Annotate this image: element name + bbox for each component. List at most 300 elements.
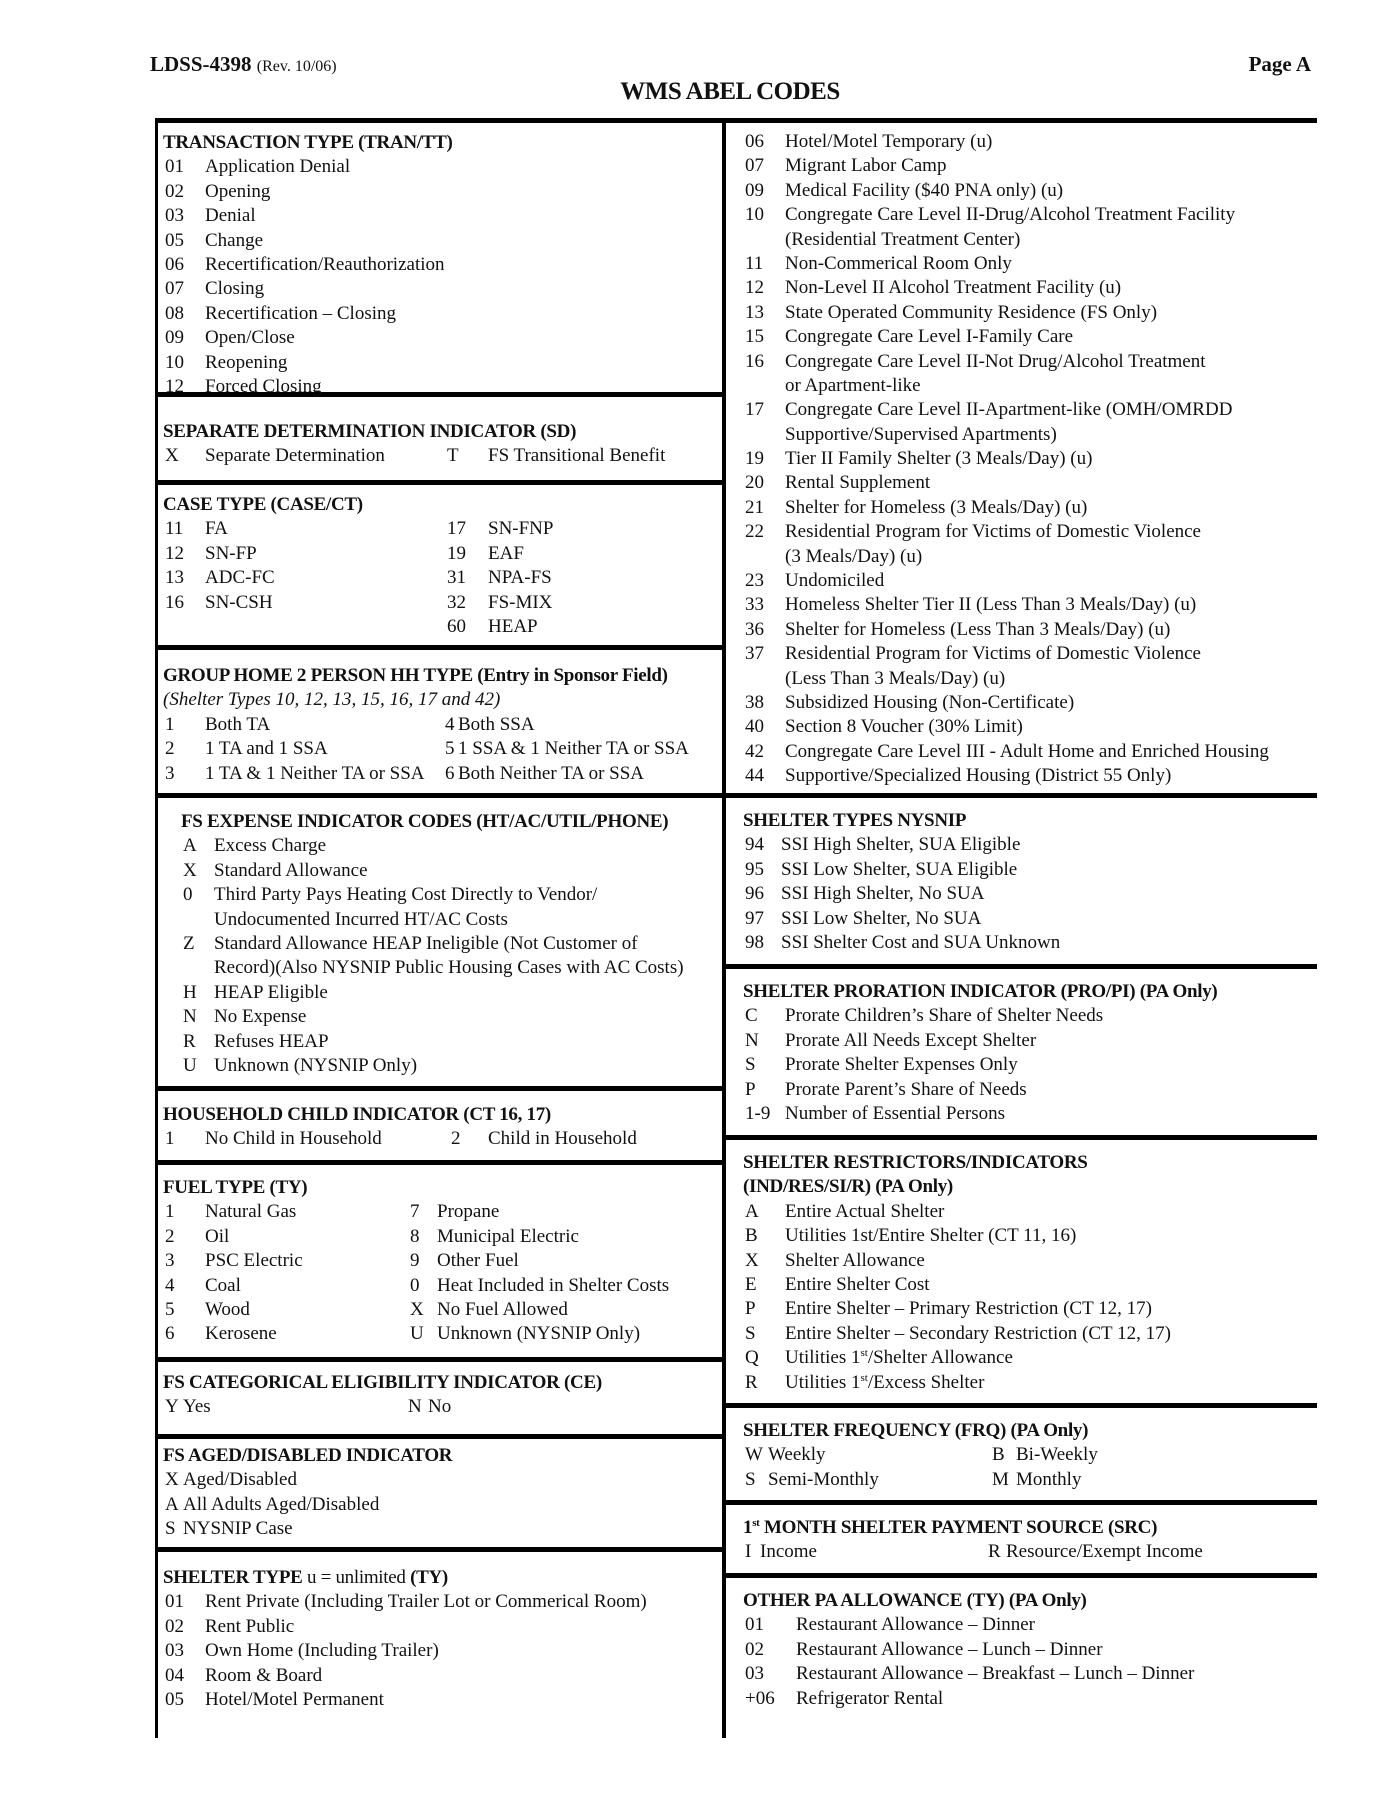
code-row xyxy=(158,1688,722,1712)
description-text: (Residential Treatment Center) xyxy=(785,228,1021,250)
code-description xyxy=(785,642,1201,666)
description-text: Third Party Pays Heating Cost Directly to Vendor/ xyxy=(214,884,598,906)
code-row xyxy=(726,471,1317,495)
description-text: Restaurant Allowance – Lunch – Dinner xyxy=(796,1638,1103,1660)
code: R xyxy=(745,1371,758,1393)
code-description xyxy=(785,1273,930,1297)
code: A xyxy=(183,835,197,857)
code-row xyxy=(726,447,1317,471)
code-row xyxy=(726,931,1317,955)
code-description xyxy=(785,301,1157,325)
code-description xyxy=(205,1590,647,1614)
code-description xyxy=(205,1298,250,1322)
description-text: Non-Level II Alcohol Treatment Facility (u) xyxy=(785,277,1122,299)
code-description xyxy=(214,1030,329,1054)
code: 1 xyxy=(165,1128,175,1150)
code: 2 xyxy=(165,1225,175,1247)
description-text: Utilities 1 xyxy=(785,1347,861,1369)
code-2: 0 xyxy=(410,1274,420,1296)
description-text: Opening xyxy=(205,180,271,202)
code-row xyxy=(726,1200,1317,1224)
description-text: Wood xyxy=(205,1298,250,1320)
title-prefix: 1 xyxy=(743,1517,753,1538)
code-description xyxy=(205,713,270,737)
description-text: Entire Actual Shelter xyxy=(785,1200,945,1222)
code-row xyxy=(158,375,722,399)
description-text: Yes xyxy=(183,1396,211,1418)
code: 17 xyxy=(745,399,764,421)
code-row xyxy=(158,253,722,277)
section-title xyxy=(726,1419,1317,1443)
code-description xyxy=(796,1662,1194,1686)
code-description-2: EAF xyxy=(488,542,524,564)
description-text: Excess Charge xyxy=(214,835,327,857)
code-row xyxy=(158,591,722,615)
code-description-2: FS Transitional Benefit xyxy=(488,445,666,467)
description-text: Shelter for Homeless (3 Meals/Day) (u) xyxy=(785,496,1088,518)
description-text: Shelter Allowance xyxy=(785,1249,925,1271)
code-description xyxy=(785,471,930,495)
description-text: SSI Shelter Cost and SUA Unknown xyxy=(781,931,1061,953)
title-text: SHELTER RESTRICTORS/INDICATORS xyxy=(743,1152,1088,1173)
description-text: Congregate Care Level III - Adult Home and Enriched Housing xyxy=(785,740,1269,762)
code-description xyxy=(205,155,350,179)
title-text: FS AGED/DISABLED INDICATOR xyxy=(163,1445,453,1466)
code-description-2: No xyxy=(428,1396,452,1418)
title-note: u = unlimited xyxy=(306,1567,406,1588)
title-text: SEPARATE DETERMINATION INDICATOR (SD) xyxy=(163,421,577,442)
code: X xyxy=(183,859,197,881)
code-row xyxy=(726,520,1317,544)
code-2: 4 xyxy=(445,713,455,735)
code-description xyxy=(768,1443,826,1467)
code: 02 xyxy=(745,1638,764,1660)
code-description xyxy=(785,130,992,154)
code-row xyxy=(726,1371,1317,1395)
description-text: State Operated Community Residence (FS Only) xyxy=(785,301,1158,323)
code-description xyxy=(785,252,1012,276)
code-row xyxy=(158,302,722,326)
title-text: OTHER PA ALLOWANCE (TY) (PA Only) xyxy=(743,1590,1087,1611)
code-description xyxy=(785,203,1235,227)
code: 12 xyxy=(165,542,184,564)
code-description xyxy=(205,1639,439,1663)
section-title xyxy=(158,420,722,444)
description-text: Entire Shelter Cost xyxy=(785,1273,930,1295)
code-description xyxy=(785,1322,1171,1346)
code-row xyxy=(158,180,722,204)
code: 05 xyxy=(165,229,184,251)
section-title xyxy=(158,664,722,688)
document-title: WMS ABEL CODES xyxy=(620,78,840,105)
code-description-2: Both SSA xyxy=(458,713,535,735)
code-description-2: Other Fuel xyxy=(437,1250,519,1272)
description-text: PSC Electric xyxy=(205,1250,303,1272)
code-row xyxy=(726,398,1317,422)
code: 16 xyxy=(745,350,764,372)
form-revision: (Rev. 10/06) xyxy=(256,58,337,75)
description-text: Rent Private (Including Trailer Lot or Commerical Room) xyxy=(205,1591,647,1613)
section-title xyxy=(158,810,722,834)
code-row xyxy=(158,1493,722,1517)
code-row xyxy=(726,593,1317,617)
code: 06 xyxy=(745,131,764,152)
code-description xyxy=(214,908,508,932)
section-title xyxy=(158,131,722,155)
code: 11 xyxy=(745,252,764,274)
code-row xyxy=(726,1322,1317,1346)
code-2: 32 xyxy=(447,591,466,613)
description-text: Hotel/Motel Permanent xyxy=(205,1688,384,1710)
code-description xyxy=(768,1468,879,1492)
code-row xyxy=(158,1127,722,1151)
code: 1 xyxy=(165,1201,175,1223)
description-text: Shelter for Homeless (Less Than 3 Meals/Day) (u) xyxy=(785,618,1171,640)
section-title xyxy=(726,809,1317,833)
code-description-2: No Fuel Allowed xyxy=(437,1298,568,1320)
code: 33 xyxy=(745,594,764,616)
code: 10 xyxy=(745,204,764,226)
section-restr xyxy=(726,1140,1317,1408)
code-description-2: 1 SSA & 1 Neither TA or SSA xyxy=(458,738,689,760)
code-row xyxy=(158,956,722,980)
code-row xyxy=(726,1029,1317,1053)
code: 09 xyxy=(745,179,764,201)
code-description xyxy=(781,858,1017,882)
code: A xyxy=(165,1493,179,1515)
description-text: Refuses HEAP xyxy=(214,1030,329,1052)
code-row xyxy=(158,1200,722,1224)
section-aged xyxy=(158,1439,722,1552)
code-description xyxy=(785,569,884,593)
code-row xyxy=(158,1590,722,1614)
code-description xyxy=(214,859,368,883)
code-row xyxy=(726,1078,1317,1102)
title-text: HOUSEHOLD CHILD INDICATOR (CT 16, 17) xyxy=(163,1104,551,1125)
description-text: SN-CSH xyxy=(205,591,273,613)
superscript: st xyxy=(860,1371,868,1384)
code: 2 xyxy=(165,738,175,760)
description-text: Number of Essential Persons xyxy=(785,1102,1006,1124)
code-2: 31 xyxy=(447,567,466,589)
right-column xyxy=(726,123,1317,1738)
code-row xyxy=(726,667,1317,691)
code-row xyxy=(158,277,722,301)
code-2: 8 xyxy=(410,1225,420,1247)
section-title xyxy=(726,1589,1317,1613)
description-text: Record)(Also NYSNIP Public Housing Cases with AC Costs) xyxy=(214,957,684,979)
title-superscript: st xyxy=(752,1517,760,1529)
description-text: Undocumented Incurred HT/AC Costs xyxy=(214,908,508,930)
code-row xyxy=(158,1225,722,1249)
code-description xyxy=(205,229,263,253)
title-end: (TY) xyxy=(410,1567,448,1588)
description-text: Utilities 1 xyxy=(785,1371,861,1393)
section-child xyxy=(158,1091,722,1165)
description-text: Tier II Family Shelter (3 Meals/Day) (u) xyxy=(785,448,1093,470)
code-description xyxy=(785,276,1121,300)
code-row xyxy=(726,252,1317,276)
code: S xyxy=(745,1468,756,1490)
code-row xyxy=(158,566,722,590)
code: 06 xyxy=(165,253,184,275)
code: 16 xyxy=(165,591,184,613)
code-row xyxy=(726,1540,1317,1564)
code-description xyxy=(214,883,597,907)
code-row xyxy=(726,882,1317,906)
code-description xyxy=(205,1225,229,1249)
description-text: Coal xyxy=(205,1274,241,1296)
code-description-2: Monthly xyxy=(1016,1468,1082,1490)
code-row xyxy=(726,1224,1317,1248)
description-text: SSI Low Shelter, SUA Eligible xyxy=(781,858,1018,880)
section-shelter2 xyxy=(726,123,1317,798)
code-description xyxy=(785,1371,984,1395)
code-description xyxy=(183,1493,379,1517)
code-row xyxy=(158,444,722,468)
description-text: Congregate Care Level II-Not Drug/Alcohol Treatment xyxy=(785,350,1206,372)
title-text: MONTH SHELTER PAYMENT SOURCE (SRC) xyxy=(759,1517,1158,1538)
code-description xyxy=(205,253,445,277)
left-column xyxy=(158,123,722,1738)
code-description-2: Both Neither TA or SSA xyxy=(458,762,645,784)
code-description xyxy=(785,1249,925,1273)
code-row xyxy=(158,615,722,639)
code-row xyxy=(726,1468,1317,1492)
code-row xyxy=(158,229,722,253)
code-description xyxy=(781,833,1020,857)
code-description xyxy=(785,350,1206,374)
code-description-2: Municipal Electric xyxy=(437,1225,579,1247)
code: N xyxy=(745,1029,759,1051)
code-description xyxy=(205,1688,384,1712)
code-row xyxy=(726,496,1317,520)
code-row xyxy=(726,1297,1317,1321)
description-text: Standard Allowance xyxy=(214,859,368,881)
code-description xyxy=(785,1053,1018,1077)
code: 07 xyxy=(745,155,764,177)
code: X xyxy=(745,1249,759,1271)
code-row xyxy=(158,1249,722,1273)
code-row xyxy=(158,1517,722,1541)
code-row xyxy=(726,907,1317,931)
section-other xyxy=(726,1578,1317,1738)
description-text: Application Denial xyxy=(205,156,351,178)
section-title xyxy=(158,1371,722,1395)
section-shelter xyxy=(158,1552,722,1738)
code-description xyxy=(785,715,1023,739)
section-title xyxy=(158,1566,722,1590)
code-description xyxy=(205,566,275,590)
code: Y xyxy=(165,1396,179,1418)
code-row xyxy=(158,1054,722,1078)
code-description xyxy=(205,277,264,301)
code-description xyxy=(205,1274,241,1298)
code: N xyxy=(183,1006,197,1028)
code-description xyxy=(205,1322,277,1346)
code-row xyxy=(158,1274,722,1298)
code-row xyxy=(726,764,1317,788)
code: 01 xyxy=(165,1591,184,1613)
code-row xyxy=(726,130,1317,154)
description-text: (3 Meals/Day) (u) xyxy=(785,545,923,567)
title-text: TRANSACTION TYPE (TRAN/TT) xyxy=(163,132,453,153)
code-row xyxy=(158,1395,722,1419)
description-text: Semi-Monthly xyxy=(768,1468,879,1490)
code-row xyxy=(726,715,1317,739)
section-title xyxy=(726,1151,1317,1175)
code-description xyxy=(205,737,328,761)
code-2: 17 xyxy=(447,518,466,540)
code-description xyxy=(785,691,1074,715)
code: 96 xyxy=(745,883,764,905)
code: 04 xyxy=(165,1664,184,1686)
description-text: or Apartment-like xyxy=(785,374,921,396)
description-text: Hotel/Motel Temporary (u) xyxy=(785,131,993,152)
description-text: Unknown (NYSNIP Only) xyxy=(214,1054,418,1076)
description-text: Utilities 1st/Entire Shelter (CT 11, 16) xyxy=(785,1225,1077,1247)
section-subtitle: (Shelter Types 10, 12, 13, 15, 16, 17 and 42) xyxy=(163,689,501,711)
code: C xyxy=(745,1005,758,1027)
description-text: FA xyxy=(205,518,228,540)
code-description-2: HEAP xyxy=(488,615,538,637)
code-row xyxy=(158,908,722,932)
code-row xyxy=(158,1615,722,1639)
code-2: M xyxy=(992,1468,1009,1490)
description-text: SSI High Shelter, No SUA xyxy=(781,883,985,905)
section-title xyxy=(158,1444,722,1468)
code-row xyxy=(726,1346,1317,1370)
code-description xyxy=(205,1249,303,1273)
code-row xyxy=(158,204,722,228)
code: 42 xyxy=(745,740,764,762)
code-row xyxy=(726,423,1317,447)
description-text: Rent Public xyxy=(205,1615,295,1637)
code-row xyxy=(158,326,722,350)
description-text: Open/Close xyxy=(205,327,295,349)
code: S xyxy=(745,1054,756,1076)
code-row xyxy=(158,1005,722,1029)
code-row xyxy=(726,154,1317,178)
code: 11 xyxy=(165,518,184,540)
code-description xyxy=(214,932,638,956)
code-description xyxy=(781,931,1060,955)
code-row xyxy=(726,740,1317,764)
code-row xyxy=(158,1664,722,1688)
code: 38 xyxy=(745,691,764,713)
code-description-2: NPA-FS xyxy=(488,567,552,589)
code: 44 xyxy=(745,765,764,787)
title-text: SHELTER TYPES NYSNIP xyxy=(743,810,967,831)
code-description xyxy=(796,1638,1103,1662)
code-row xyxy=(726,545,1317,569)
code-description xyxy=(205,444,385,468)
code: 12 xyxy=(165,375,184,397)
section-pro xyxy=(726,969,1317,1140)
code-row xyxy=(158,1322,722,1346)
code-description xyxy=(785,740,1269,764)
code-2: 7 xyxy=(410,1201,420,1223)
form-id: LDSS-4398 xyxy=(150,52,252,76)
code-row xyxy=(158,1639,722,1663)
code: 97 xyxy=(745,907,764,929)
section-sd xyxy=(158,397,722,485)
code-row xyxy=(158,834,722,858)
code-row xyxy=(158,1030,722,1054)
code-description xyxy=(183,1395,211,1419)
code-row xyxy=(726,203,1317,227)
code-row xyxy=(726,301,1317,325)
code: 36 xyxy=(745,618,764,640)
code-description xyxy=(785,1078,1027,1102)
description-text: No Expense xyxy=(214,1006,307,1028)
code: 08 xyxy=(165,302,184,324)
code: 19 xyxy=(745,448,764,470)
section-title xyxy=(158,493,722,517)
code-description xyxy=(205,591,273,615)
code: 10 xyxy=(165,351,184,373)
title-text: SHELTER TYPE xyxy=(163,1567,303,1588)
code-description-2: Resource/Exempt Income xyxy=(1006,1541,1203,1563)
code-description xyxy=(205,326,295,350)
code-2: 60 xyxy=(447,615,466,637)
code-row xyxy=(726,569,1317,593)
description-text: Residential Program for Victims of Domestic Violence xyxy=(785,521,1201,543)
code-2: 5 xyxy=(445,738,455,760)
code-description-2: SN-FNP xyxy=(488,518,554,540)
description-text: Restaurant Allowance – Dinner xyxy=(796,1614,1036,1636)
code-row xyxy=(726,858,1317,882)
description-text: Residential Program for Victims of Domestic Violence xyxy=(785,643,1201,665)
code: S xyxy=(745,1322,756,1344)
code-description xyxy=(785,374,921,398)
code: 09 xyxy=(165,327,184,349)
code-2: 6 xyxy=(445,762,455,784)
code-description xyxy=(785,1102,1005,1126)
code-row xyxy=(726,1638,1317,1662)
description-text: Congregate Care Level II-Apartment-like (OMH/OMRDD xyxy=(785,399,1233,421)
description-text: Non-Commerical Room Only xyxy=(785,252,1012,274)
description-text: HEAP Eligible xyxy=(214,981,328,1003)
code: 40 xyxy=(745,716,764,738)
code-row xyxy=(726,1102,1317,1126)
code-row xyxy=(726,228,1317,252)
code-description xyxy=(785,228,1020,252)
description-text: SSI Low Shelter, No SUA xyxy=(781,907,982,929)
description-text: Recertification/Reauthorization xyxy=(205,253,445,275)
description-text: No Child in Household xyxy=(205,1128,382,1150)
code: 3 xyxy=(165,762,175,784)
description-text: Section 8 Voucher (30% Limit) xyxy=(785,716,1023,738)
code-2: T xyxy=(447,445,459,467)
code: 03 xyxy=(165,205,184,227)
code-description xyxy=(205,302,396,326)
code-description xyxy=(785,398,1232,422)
description-rest: /Excess Shelter xyxy=(867,1371,985,1393)
code-2: 2 xyxy=(451,1128,461,1150)
code-description xyxy=(785,423,1057,447)
code-description xyxy=(183,1468,297,1492)
code-row xyxy=(726,276,1317,300)
code: 21 xyxy=(745,496,764,518)
code-description xyxy=(205,1200,296,1224)
description-text: Supportive/Supervised Apartments) xyxy=(785,423,1057,445)
code-row xyxy=(726,642,1317,666)
form-number xyxy=(150,52,337,77)
code-description xyxy=(785,1029,1036,1053)
code-2: X xyxy=(410,1298,424,1320)
code: 23 xyxy=(745,570,764,592)
